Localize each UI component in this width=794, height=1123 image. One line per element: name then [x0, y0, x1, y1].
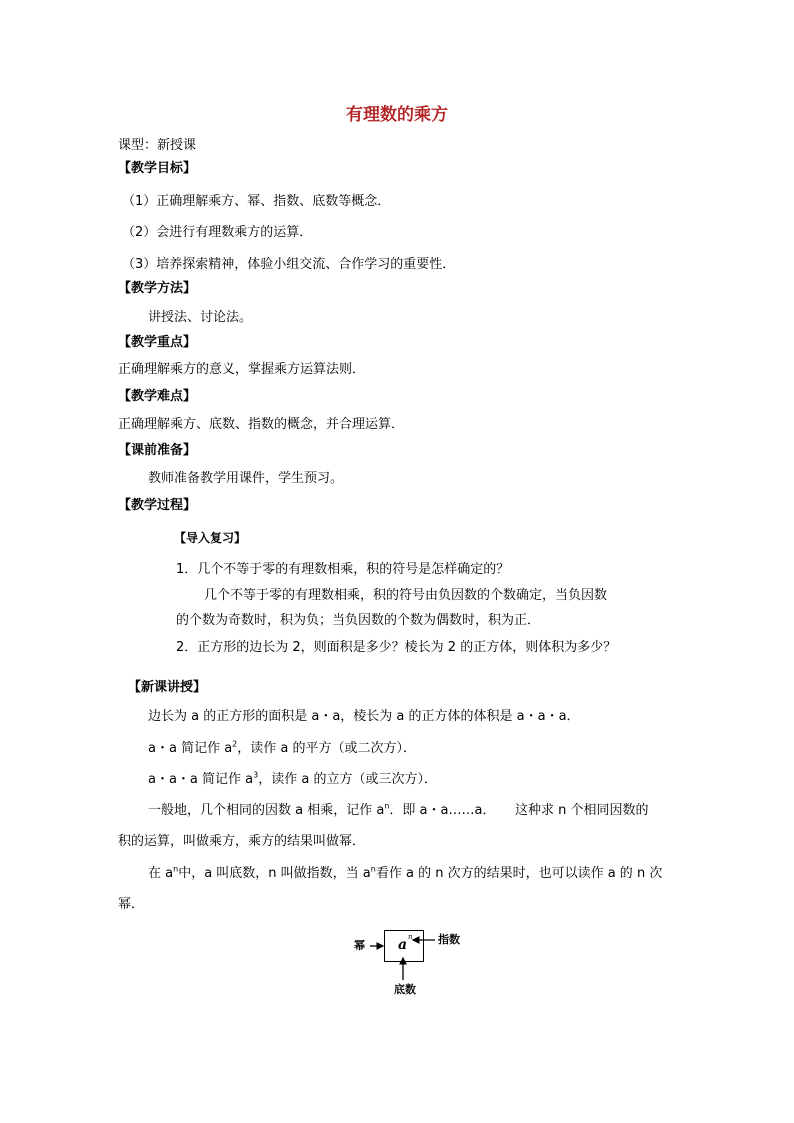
new-lesson-paragraph-5: 在 $a^n$中，a 叫底数，n 叫做指数，当 $a^n$看作 a 的 n 次方的结果时，也可以读作 a 的 n 次 — [148, 864, 663, 881]
lesson-type: 课型：新授课 — [118, 138, 197, 153]
goal-item-3: （3）培养探索精神，体验小组交流、合作学习的重要性． — [122, 257, 456, 272]
methods-heading: 【教学方法】 — [118, 281, 197, 296]
new-lesson-paragraph-5-line2: 幂． — [118, 897, 145, 912]
difficulties-heading: 【教学难点】 — [118, 389, 197, 404]
goals-heading: 【教学目标】 — [118, 161, 197, 176]
power-label: 幂 — [354, 939, 365, 952]
exponent-label: 指数 — [438, 933, 460, 946]
new-lesson-paragraph-4: 一般地，几个相同的因数 a 相乘，记作 $a^n$．即 a・a……a． 这种求 n 个相同因数的 — [148, 801, 649, 818]
power-diagram — [340, 920, 480, 1000]
methods-text: 讲授法、讨论法。 — [148, 310, 253, 325]
review-question-2: 2．正方形的边长为 2，则面积是多少？棱长为 2 的正方体，则体积为多少？ — [176, 640, 617, 655]
review-question-1: 1．几个不等于零的有理数相乘，积的符号是怎样确定的？ — [176, 562, 510, 577]
review-answer-1-line2: 的个数为奇数时，积为负；当负因数的个数为偶数时，积为正． — [176, 613, 541, 628]
new-lesson-paragraph-2: a・a 简记作 $a^2$，读作 a 的平方（或二次方）． — [148, 739, 416, 756]
review-heading: 【导入复习】 — [174, 531, 247, 545]
new-lesson-paragraph-3: a・a・a 简记作 $a^3$，读作 a 的立方（或三次方）． — [148, 770, 437, 787]
review-answer-1-line1: 几个不等于零的有理数相乘，积的符号由负因数的个数确定，当负因数 — [204, 588, 608, 603]
key-points-text: 正确理解乘方的意义，掌握乘方运算法则． — [118, 362, 366, 377]
process-heading: 【教学过程】 — [118, 498, 197, 513]
exponent-letter: n — [408, 933, 413, 941]
base-letter: a — [398, 937, 408, 953]
preparation-heading: 【课前准备】 — [118, 443, 197, 458]
key-points-heading: 【教学重点】 — [118, 335, 197, 350]
difficulties-text: 正确理解乘方、底数、指数的概念，并合理运算． — [118, 417, 405, 432]
new-lesson-paragraph-1: 边长为 a 的正方形的面积是 a・a，棱长为 a 的正方体的体积是 a・a・a． — [148, 709, 580, 724]
preparation-text: 教师准备教学用课件，学生预习。 — [148, 471, 344, 486]
new-lesson-heading: 【新课讲授】 — [128, 680, 207, 695]
new-lesson-paragraph-4-line2: 积的运算，叫做乘方，乘方的结果叫做幂． — [118, 834, 366, 849]
goal-item-2: （2）会进行有理数乘方的运算． — [122, 225, 313, 240]
goal-item-1: （1）正确理解乘方、幂、指数、底数等概念． — [122, 194, 391, 209]
base-label: 底数 — [394, 983, 416, 996]
page-title: 有理数的乘方 — [346, 105, 448, 125]
